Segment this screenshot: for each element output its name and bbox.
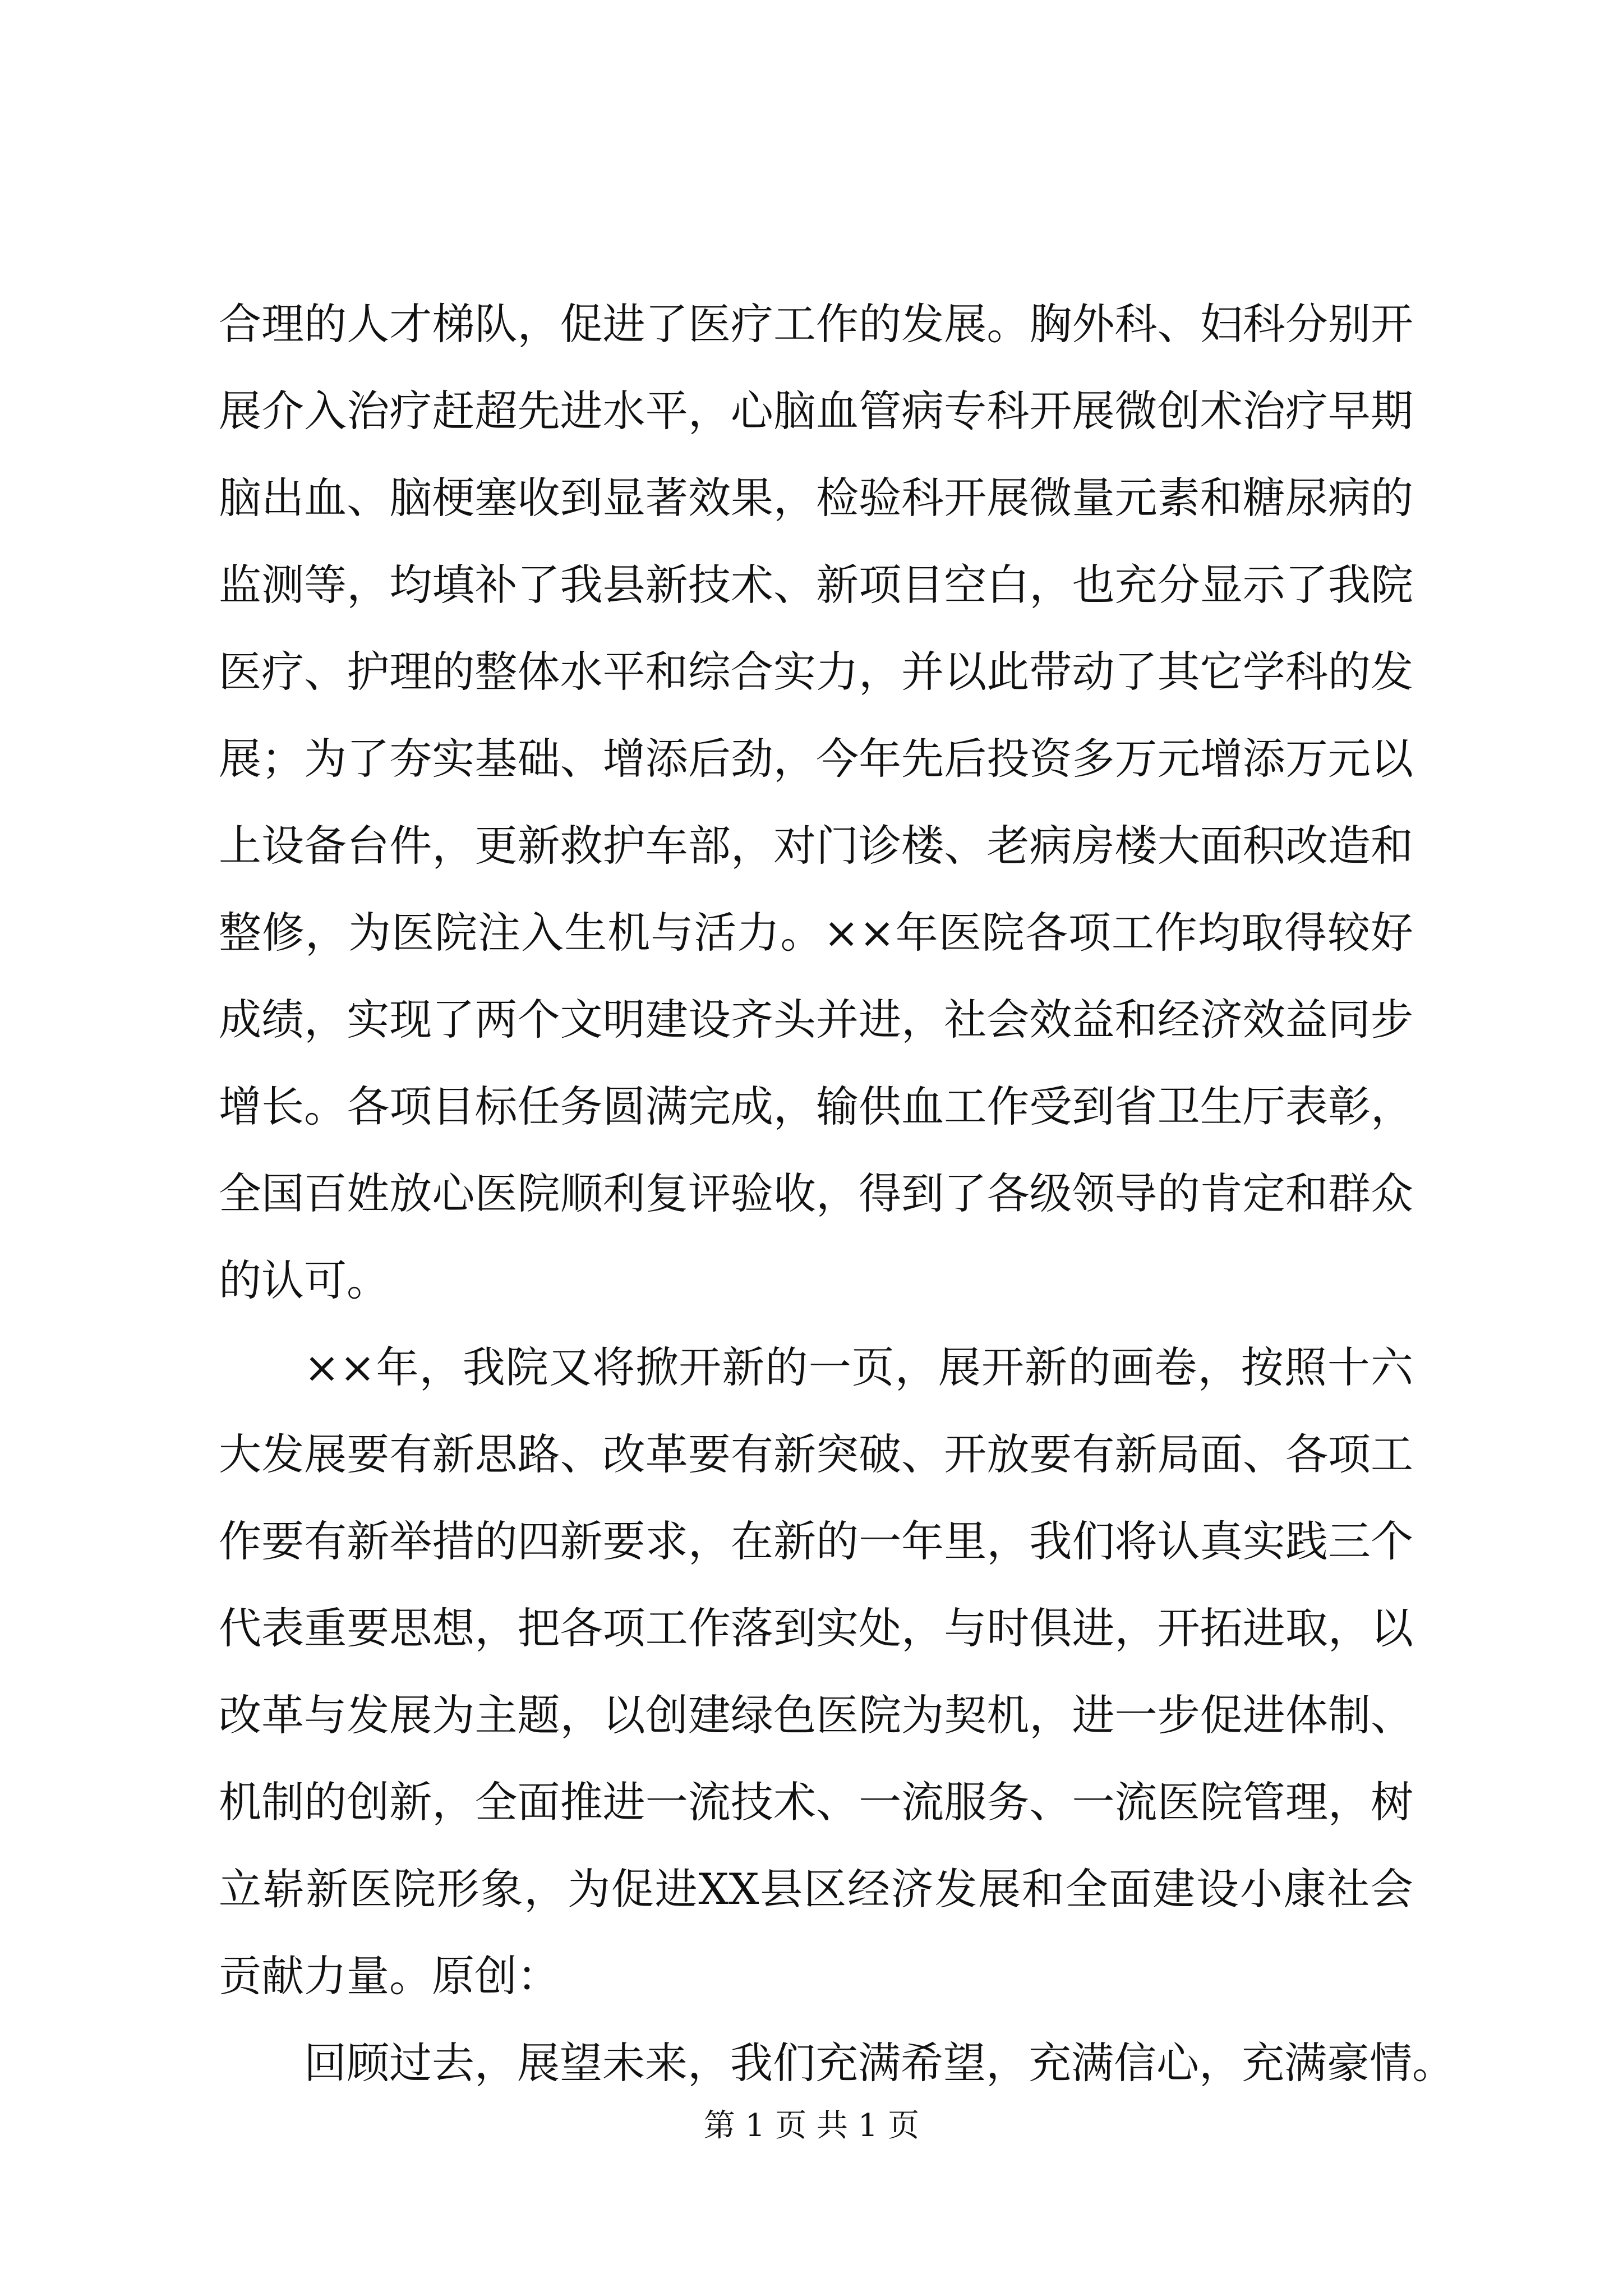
text-line: 监测等，均填补了我县新技术、新项目空白，也充分显示了我院 <box>219 560 1413 610</box>
text-line: 整修，为医院注入生机与活力。××年医院各项工作均取得较好 <box>219 908 1413 958</box>
document-body <box>219 280 1455 2106</box>
text-line: 成绩，实现了两个文明建设齐头并进，社会效益和经济效益同步 <box>219 995 1413 1045</box>
paragraph-3 <box>219 2019 1455 2106</box>
text-line: 贡献力量。原创： <box>219 1951 560 2001</box>
text-line: 展介入治疗赶超先进水平，心脑血管病专科开展微创术治疗早期 <box>219 386 1413 436</box>
text-line: 改革与发展为主题，以创建绿色医院为契机，进一步促进体制、 <box>219 1690 1413 1740</box>
text-line: 合理的人才梯队，促进了医疗工作的发展。胸外科、妇科分别开 <box>219 299 1413 349</box>
text-line: 脑出血、脑梗塞收到显著效果，检验科开展微量元素和糖尿病的 <box>219 473 1413 523</box>
page-number-label: 第 1 页 共 1 页 <box>703 2108 920 2144</box>
text-line: 作要有新举措的四新要求，在新的一年里，我们将认真实践三个 <box>219 1516 1413 1566</box>
text-line: ××年，我院又将掀开新的一页，展开新的画卷，按照十六 <box>304 1342 1413 1392</box>
text-line: 代表重要思想，把各项工作落到实处，与时俱进，开拓进取，以 <box>219 1603 1413 1653</box>
text-line: 医疗、护理的整体水平和综合实力，并以此带动了其它学科的发 <box>219 647 1413 697</box>
text-line: 的认可。 <box>219 1255 389 1305</box>
text-line: 上设备台件，更新救护车部，对门诊楼、老病房楼大面积改造和 <box>219 821 1413 871</box>
text-line: 回顾过去，展望未来，我们充满希望，充满信心，充满豪情。 <box>304 2038 1455 2088</box>
text-line: 增长。各项目标任务圆满完成，输供血工作受到省卫生厅表彰， <box>219 1082 1413 1131</box>
text-line: 展；为了夯实基础、增添后劲，今年先后投资多万元增添万元以 <box>219 734 1413 784</box>
paragraph-2 <box>219 1324 1413 2019</box>
page-footer <box>0 2101 1623 2146</box>
paragraph-1 <box>219 280 1413 1324</box>
text-line: 大发展要有新思路、改革要有新突破、开放要有新局面、各项工 <box>219 1429 1413 1479</box>
text-line: 机制的创新，全面推进一流技术、一流服务、一流医院管理，树 <box>219 1777 1413 1827</box>
text-line: 全国百姓放心医院顺利复评验收，得到了各级领导的肯定和群众 <box>219 1168 1413 1218</box>
text-line: 立崭新医院形象，为促进XX县区经济发展和全面建设小康社会 <box>219 1864 1413 1914</box>
